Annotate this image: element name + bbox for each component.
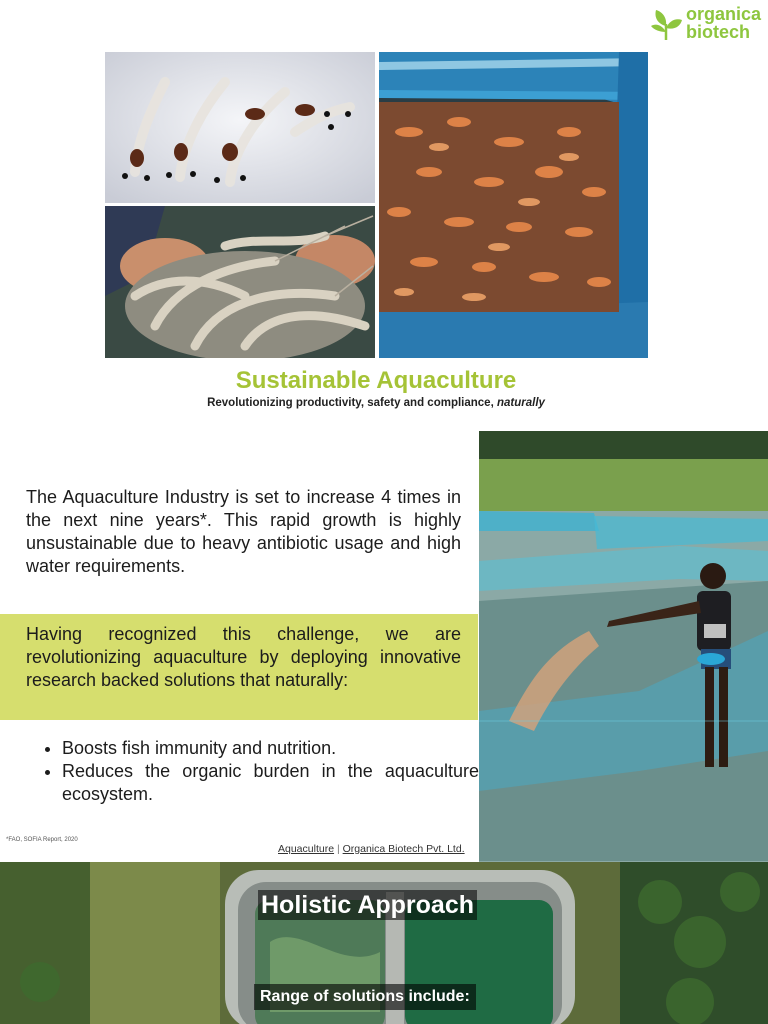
logo-text-line1: organica — [686, 4, 762, 24]
solutions-label: Range of solutions include: — [254, 984, 476, 1010]
list-item: • Reduces the organic burden in the aquaculture ecosystem. — [62, 760, 479, 806]
link-separator: | — [336, 843, 340, 855]
challenge-paragraph: Having recognized this challenge, we are revolutionizing aquaculture by deploying innovative research backed solutions that naturally: — [26, 624, 461, 690]
list-item: • Boosts fish immunity and nutrition. — [62, 737, 479, 760]
page-subtitle — [0, 397, 752, 409]
farmer-feeding-fish-photo — [479, 431, 768, 862]
leaf-icon — [648, 6, 684, 42]
footnote: *FAO, SOFIA Report, 2020 — [6, 837, 78, 843]
logo-text-line2: biotech — [686, 22, 751, 42]
shrimp-in-hands-photo — [105, 206, 375, 358]
intro-paragraph: The Aquaculture Industry is set to increase 4 times in the next nine years*. This rapid growth is highly unsustainable due to heavy antibiotic usage and high water requirements. — [26, 487, 461, 576]
page-title: Sustainable Aquaculture — [235, 367, 517, 394]
benefit-list — [44, 737, 479, 806]
subtitle-text: Revolutionizing productivity, safety and compliance, — [207, 397, 494, 409]
aquaculture-link[interactable]: Aquaculture — [278, 843, 335, 855]
section-heading: Holistic Approach — [258, 890, 477, 920]
subtitle-emphasis: naturally — [496, 397, 545, 409]
footer-links — [278, 843, 465, 855]
fish-pond-photo — [379, 52, 648, 358]
brand-logo — [646, 4, 764, 44]
shrimp-larvae-photo — [105, 52, 375, 203]
organica-biotech-link[interactable]: Organica Biotech Pvt. Ltd. — [342, 843, 465, 855]
